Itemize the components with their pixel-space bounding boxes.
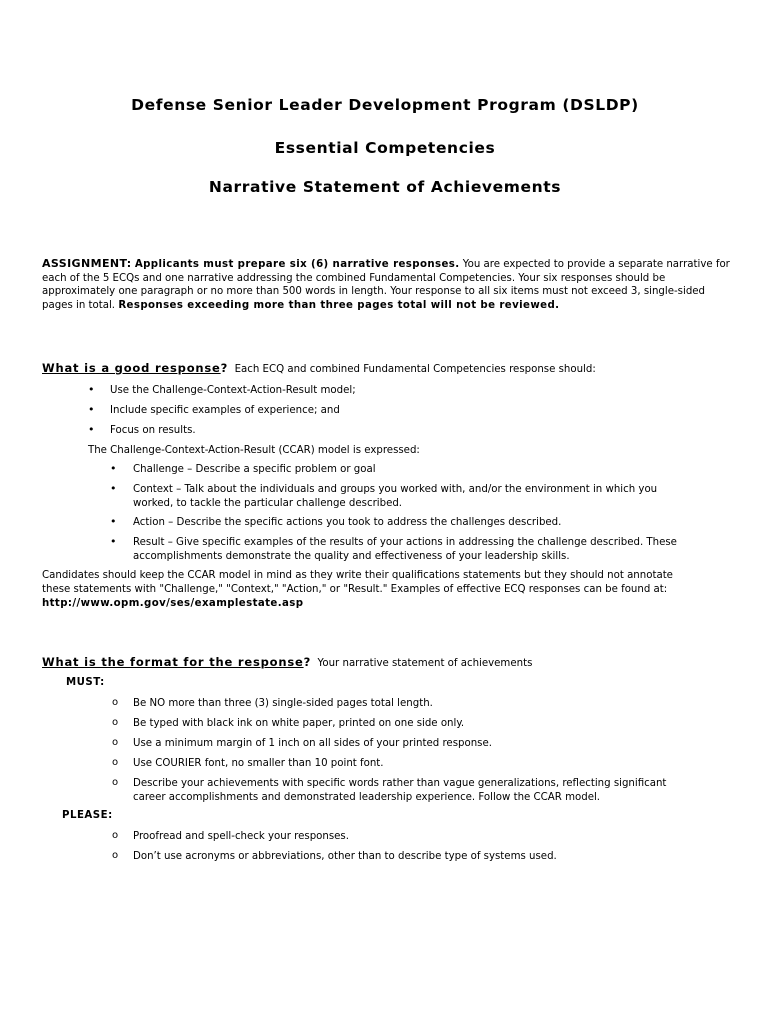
list-item: Use the Challenge-Context-Action-Result model; xyxy=(110,385,356,396)
ccar-intro: The Challenge-Context-Action-Result (CCAR) model is expressed: xyxy=(88,445,420,456)
circle-bullet-icon: o xyxy=(112,757,119,768)
ccar-item-action: Action – Describe the specific actions you took to address the challenges described. xyxy=(133,517,562,528)
ccar-item-context: Context – Talk about the individuals and groups you worked with, and/or the environment in which you xyxy=(133,484,658,495)
ccar-item-context-cont: worked, to tackle the particular challenge described. xyxy=(133,498,403,509)
bullet-icon: • xyxy=(88,383,95,396)
format-qmark: ? xyxy=(303,655,311,669)
circle-bullet-icon: o xyxy=(112,697,119,708)
assignment-warning: Responses exceeding more than three pages total will not be reviewed. xyxy=(118,299,560,311)
document-subtitle: Essential Competencies xyxy=(274,139,496,157)
examples-link[interactable]: http://www.opm.gov/ses/examplestate.asp xyxy=(42,598,304,609)
good-response-heading: What is a good response xyxy=(42,361,221,375)
list-item: Focus on results. xyxy=(110,425,196,436)
circle-bullet-icon: o xyxy=(112,777,119,788)
bullet-icon: • xyxy=(88,423,95,436)
closing-line-1: Candidates should keep the CCAR model in mind as they write their qualifications statements but they should not annotate xyxy=(42,570,673,581)
ccar-item-result-cont: accomplishments demonstrate the quality and effectiveness of your leadership skills. xyxy=(133,551,570,562)
list-item: Be typed with black ink on white paper, printed on one side only. xyxy=(133,718,465,729)
list-item: Use a minimum margin of 1 inch on all sides of your printed response. xyxy=(133,738,492,749)
bullet-icon: • xyxy=(110,482,117,495)
ccar-item-result: Result – Give specific examples of the results of your actions in addressing the challenge described. These xyxy=(133,537,677,548)
circle-bullet-icon: o xyxy=(112,737,119,748)
assignment-text: You are expected to provide a separate narrative for each of the 5 ECQs and one narrative addressing the combined Fundamental Competencies. Your six responses should be approximately one paragraph or no more than 500 words in length. Your response to all six items must not exceed 3, single-sided pages in total. xyxy=(42,259,730,311)
format-heading: What is the format for the response xyxy=(42,655,304,669)
circle-bullet-icon: o xyxy=(112,830,119,841)
please-label: PLEASE: xyxy=(62,810,113,821)
bullet-icon: • xyxy=(110,535,117,548)
assignment-label: ASSIGNMENT: xyxy=(42,257,132,270)
list-item: Be NO more than three (3) single-sided pages total length. xyxy=(133,698,433,709)
assignment-paragraph xyxy=(42,257,732,312)
list-item: Don’t use acronyms or abbreviations, other than to describe type of systems used. xyxy=(133,851,557,862)
list-item: Include specific examples of experience; and xyxy=(110,405,340,416)
format-intro: Your narrative statement of achievements xyxy=(317,658,533,669)
must-label: MUST: xyxy=(66,677,105,688)
circle-bullet-icon: o xyxy=(112,850,119,861)
good-response-heading-row xyxy=(42,362,596,377)
format-heading-row xyxy=(42,656,532,671)
document-section-title: Narrative Statement of Achievements xyxy=(208,178,562,196)
document-title: Defense Senior Leader Development Program (DSLDP) xyxy=(131,96,639,114)
list-item: Proofread and spell-check your responses. xyxy=(133,831,349,842)
closing-line-2: these statements with "Challenge," "Context," "Action," or "Result." Examples of effective ECQ responses can be found at: xyxy=(42,584,668,595)
list-item: Describe your achievements with specific words rather than vague generalizations, reflecting significant xyxy=(133,778,667,789)
list-item: Use COURIER font, no smaller than 10 point font. xyxy=(133,758,384,769)
bullet-icon: • xyxy=(110,462,117,475)
list-item-cont: career accomplishments and demonstrated leadership experience. Follow the CCAR model. xyxy=(133,792,601,803)
bullet-icon: • xyxy=(88,403,95,416)
bullet-icon: • xyxy=(110,515,117,528)
assignment-bold-intro: Applicants must prepare six (6) narrative responses. xyxy=(134,259,460,270)
good-response-qmark: ? xyxy=(220,361,228,375)
ccar-item-challenge: Challenge – Describe a specific problem or goal xyxy=(133,464,376,475)
good-response-intro: Each ECQ and combined Fundamental Competencies response should: xyxy=(234,364,596,375)
circle-bullet-icon: o xyxy=(112,717,119,728)
